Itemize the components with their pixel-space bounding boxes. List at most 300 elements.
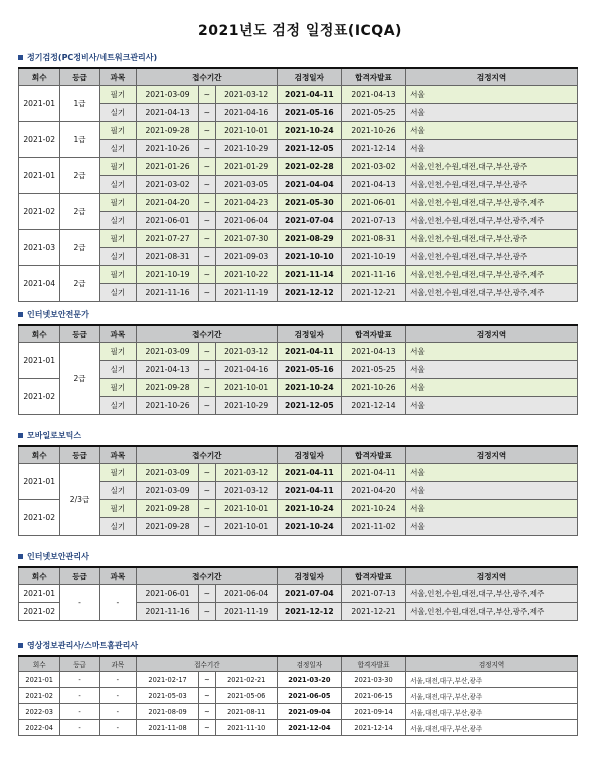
round-cell: 2021-02 [19,194,60,230]
period-start: 2021-11-16 [136,603,198,621]
result-date: 2021-11-02 [341,518,405,536]
period-end: 2021-10-22 [215,266,277,284]
table-row [19,688,578,704]
exam-date: 2021-02-28 [277,158,341,176]
period-tilde: ~ [199,704,216,720]
grade-cell: 2급 [60,343,99,415]
exam-date: 2021-12-05 [277,397,341,415]
result-date: 2021-04-13 [341,86,405,104]
round-cell: 2021-04 [19,266,60,302]
period-end: 2021-03-12 [215,86,277,104]
period-tilde: ~ [199,194,216,212]
header-region: 검정지역 [406,446,578,464]
exam-date: 2021-03-20 [277,672,341,688]
table-row [19,266,578,284]
period-tilde: ~ [199,158,216,176]
period-start: 2021-03-09 [136,482,198,500]
period-start: 2021-03-02 [136,176,198,194]
region-cell: 서울 [406,343,578,361]
region-cell: 서울 [406,464,578,482]
result-date: 2021-10-19 [341,248,405,266]
region-cell: 서울 [406,122,578,140]
header-subject: 과목 [99,656,136,672]
period-end: 2021-10-29 [215,397,277,415]
exam-date: 2021-04-11 [277,86,341,104]
period-start: 2021-09-28 [136,379,198,397]
period-start: 2021-10-26 [136,397,198,415]
table-header-row [19,446,578,464]
grade-cell: 2급 [60,194,99,230]
header-region: 검정지역 [406,68,578,86]
period-start: 2021-08-09 [137,704,199,720]
grade-cell: - [60,688,99,704]
header-round: 회수 [19,446,60,464]
round-cell: 2021-02 [19,500,60,536]
period-start: 2021-10-19 [136,266,198,284]
table-header-row [19,656,578,672]
header-result-date: 합격자발표 [341,446,405,464]
region-cell: 서울 [406,482,578,500]
region-cell: 서울,인천,수원,대전,대구,부산,광주 [406,230,578,248]
period-tilde: ~ [199,720,216,736]
header-result-date: 합격자발표 [341,68,405,86]
grade-cell: 2급 [60,230,99,266]
header-period: 접수기간 [137,656,278,672]
table-row [19,464,578,482]
period-start: 2021-06-01 [136,212,198,230]
result-date: 2021-06-01 [341,194,405,212]
header-result-date: 합격자발표 [341,656,405,672]
region-cell: 서울,인천,수원,대전,대구,부산,광주 [406,176,578,194]
table-row [19,230,578,248]
section-title [18,549,578,563]
section-bullet-icon [18,433,23,438]
round-cell: 2021-02 [19,122,60,158]
period-end: 2021-08-11 [215,704,277,720]
header-period: 접수기간 [136,446,277,464]
result-date: 2021-04-20 [341,482,405,500]
header-region: 검정지역 [406,656,578,672]
period-end: 2021-04-16 [215,361,277,379]
period-tilde: ~ [199,688,216,704]
table-row [19,104,578,122]
result-date: 2021-07-13 [341,212,405,230]
section-bullet-icon [18,643,23,648]
exam-date: 2021-10-24 [277,500,341,518]
header-region: 검정지역 [406,325,578,343]
period-end: 2021-11-19 [215,284,277,302]
round-cell: 2021-02 [19,379,60,415]
schedule-table [18,655,578,736]
round-cell: 2022-04 [19,720,60,736]
period-start: 2021-02-17 [137,672,199,688]
grade-cell: - [60,704,99,720]
period-end: 2021-04-23 [215,194,277,212]
subject-cell: 실기 [99,518,136,536]
table-header-row [19,68,578,86]
period-tilde: ~ [199,585,216,603]
result-date: 2021-03-02 [341,158,405,176]
round-cell: 2022-03 [19,704,60,720]
period-start: 2021-09-28 [136,518,198,536]
table-row [19,343,578,361]
region-cell: 서울,대전,대구,부산,광주 [406,688,578,704]
table-row [19,397,578,415]
subject-cell: 실기 [99,397,136,415]
period-start: 2021-04-20 [136,194,198,212]
table-row [19,379,578,397]
header-exam-date: 검정일자 [277,446,341,464]
grade-cell: 2/3급 [60,464,99,536]
period-start: 2021-09-28 [136,500,198,518]
region-cell: 서울,인천,수원,대전,대구,부산,광주 [406,158,578,176]
period-end: 2021-10-01 [215,122,277,140]
page-title: 2021년도 검정 일정표(ICQA) [198,23,402,39]
period-start: 2021-03-09 [136,464,198,482]
section-title-text: 인터넷보안전문가 [27,309,89,319]
header-exam-date: 검정일자 [277,325,341,343]
table-row [19,194,578,212]
region-cell: 서울,인천,수원,대전,대구,부산,광주,제주 [406,266,578,284]
period-tilde: ~ [199,518,216,536]
period-tilde: ~ [199,230,216,248]
header-exam-date: 검정일자 [277,68,341,86]
period-tilde: ~ [199,284,216,302]
result-date: 2021-11-16 [341,266,405,284]
period-start: 2021-08-31 [136,248,198,266]
table-header-row [19,325,578,343]
period-start: 2021-03-09 [136,86,198,104]
header-round: 회수 [19,325,60,343]
exam-date: 2021-04-11 [277,464,341,482]
header-grade: 등급 [60,567,99,585]
result-date: 2021-05-25 [341,104,405,122]
round-cell: 2021-02 [19,688,60,704]
round-cell: 2021-01 [19,464,60,500]
exam-date: 2021-10-24 [277,122,341,140]
grade-cell: 2급 [60,158,99,194]
header-round: 회수 [19,567,60,585]
subject-cell: 필기 [99,158,136,176]
region-cell: 서울 [406,518,578,536]
header-subject: 과목 [99,68,136,86]
period-end: 2021-05-06 [215,688,277,704]
period-start: 2021-11-16 [136,284,198,302]
subject-cell: - [99,585,136,621]
round-cell: 2021-01 [19,158,60,194]
period-end: 2021-09-03 [215,248,277,266]
section-internet-security-manager [18,549,578,621]
exam-date: 2021-09-04 [277,704,341,720]
exam-date: 2021-12-05 [277,140,341,158]
subject-cell: 실기 [99,176,136,194]
section-bullet-icon [18,312,23,317]
section-bullet-icon [18,55,23,60]
round-cell: 2021-01 [19,343,60,379]
header-subject: 과목 [99,325,136,343]
table-row [19,720,578,736]
header-subject: 과목 [99,446,136,464]
exam-date: 2021-10-10 [277,248,341,266]
period-start: 2021-04-13 [136,104,198,122]
grade-cell: - [60,672,99,688]
table-row [19,482,578,500]
table-row [19,140,578,158]
period-tilde: ~ [199,248,216,266]
result-date: 2021-09-14 [341,704,405,720]
period-tilde: ~ [199,379,216,397]
table-header-row [19,567,578,585]
exam-date: 2021-06-05 [277,688,341,704]
round-cell: 2021-01 [19,86,60,122]
exam-date: 2021-10-24 [277,518,341,536]
region-cell: 서울 [406,86,578,104]
period-tilde: ~ [199,140,216,158]
header-exam-date: 검정일자 [277,567,341,585]
grade-cell: - [60,585,99,621]
table-row [19,518,578,536]
section-title-text: 영상정보관리사/스마트홈관리사 [27,640,139,650]
period-end: 2021-04-16 [215,104,277,122]
period-end: 2021-10-01 [215,518,277,536]
result-date: 2021-08-31 [341,230,405,248]
period-end: 2021-03-12 [215,464,277,482]
header-grade: 등급 [60,68,99,86]
region-cell: 서울 [406,104,578,122]
section-title-text: 인터넷보안관리사 [27,551,89,561]
exam-date: 2021-07-04 [277,212,341,230]
period-end: 2021-03-12 [215,482,277,500]
header-round: 회수 [19,656,60,672]
schedule-table [18,67,578,302]
result-date: 2021-12-21 [341,603,405,621]
period-tilde: ~ [199,672,216,688]
subject-cell: 필기 [99,230,136,248]
period-start: 2021-04-13 [136,361,198,379]
period-tilde: ~ [199,176,216,194]
region-cell: 서울,인천,수원,대전,대구,부산,광주,제주 [406,284,578,302]
period-tilde: ~ [199,343,216,361]
exam-date: 2021-05-16 [277,361,341,379]
table-row [19,361,578,379]
subject-cell: 필기 [99,266,136,284]
subject-cell: 실기 [99,212,136,230]
period-end: 2021-03-12 [215,343,277,361]
exam-date: 2021-12-12 [277,284,341,302]
region-cell: 서울 [406,397,578,415]
table-row [19,86,578,104]
subject-cell: - [99,704,136,720]
result-date: 2021-12-21 [341,284,405,302]
section-title [18,307,578,321]
round-cell: 2021-03 [19,230,60,266]
period-start: 2021-01-26 [136,158,198,176]
period-tilde: ~ [199,603,216,621]
period-tilde: ~ [199,500,216,518]
table-row [19,704,578,720]
exam-date: 2021-12-12 [277,603,341,621]
period-tilde: ~ [199,482,216,500]
result-date: 2021-10-26 [341,379,405,397]
subject-cell: 실기 [99,284,136,302]
header-grade: 등급 [60,325,99,343]
period-start: 2021-03-09 [136,343,198,361]
subject-cell: 실기 [99,104,136,122]
result-date: 2021-10-24 [341,500,405,518]
grade-cell: 1급 [60,122,99,158]
period-end: 2021-11-10 [215,720,277,736]
header-result-date: 합격자발표 [341,567,405,585]
section-title [18,428,578,442]
result-date: 2021-12-14 [341,397,405,415]
exam-date: 2021-04-11 [277,482,341,500]
period-end: 2021-07-30 [215,230,277,248]
subject-cell: 실기 [99,361,136,379]
period-end: 2021-10-01 [215,500,277,518]
subject-cell: 실기 [99,140,136,158]
region-cell: 서울,대전,대구,부산,광주 [406,672,578,688]
subject-cell: - [99,688,136,704]
header-grade: 등급 [60,446,99,464]
table-row [19,284,578,302]
header-period: 접수기간 [136,567,277,585]
period-start: 2021-07-27 [136,230,198,248]
subject-cell: 필기 [99,500,136,518]
period-tilde: ~ [199,266,216,284]
period-end: 2021-06-04 [215,585,277,603]
result-date: 2021-05-25 [341,361,405,379]
result-date: 2021-04-11 [341,464,405,482]
region-cell: 서울,대전,대구,부산,광주 [406,704,578,720]
grade-cell: 1급 [60,86,99,122]
round-cell: 2021-02 [19,603,60,621]
result-date: 2021-04-13 [341,176,405,194]
period-start: 2021-05-03 [137,688,199,704]
period-tilde: ~ [199,212,216,230]
section-mobile-robotics [18,428,578,536]
subject-cell: 필기 [99,464,136,482]
result-date: 2021-04-13 [341,343,405,361]
result-date: 2021-10-26 [341,122,405,140]
period-start: 2021-10-26 [136,140,198,158]
table-row [19,500,578,518]
header-grade: 등급 [60,656,99,672]
header-period: 접수기간 [136,325,277,343]
exam-date: 2021-05-16 [277,104,341,122]
section-regular-exam [18,50,578,302]
subject-cell: 필기 [99,379,136,397]
subject-cell: - [99,672,136,688]
subject-cell: - [99,720,136,736]
round-cell: 2021-01 [19,585,60,603]
period-end: 2021-03-05 [215,176,277,194]
header-result-date: 합격자발표 [341,325,405,343]
period-tilde: ~ [199,122,216,140]
table-row [19,672,578,688]
table-row [19,122,578,140]
subject-cell: 필기 [99,194,136,212]
section-bullet-icon [18,554,23,559]
result-date: 2021-06-15 [341,688,405,704]
period-end: 2021-01-29 [215,158,277,176]
section-title-text: 정기검정(PC정비사/네트워크관리사) [27,52,158,62]
region-cell: 서울,인천,수원,대전,대구,부산,광주,제주 [406,585,578,603]
region-cell: 서울,인천,수원,대전,대구,부산,광주,제주 [406,212,578,230]
exam-date: 2021-08-29 [277,230,341,248]
exam-date: 2021-10-24 [277,379,341,397]
subject-cell: 필기 [99,122,136,140]
subject-cell: 실기 [99,482,136,500]
region-cell: 서울 [406,361,578,379]
round-cell: 2021-01 [19,672,60,688]
period-start: 2021-09-28 [136,122,198,140]
header-round: 회수 [19,68,60,86]
grade-cell: - [60,720,99,736]
period-end: 2021-10-29 [215,140,277,158]
period-start: 2021-11-08 [137,720,199,736]
period-tilde: ~ [199,86,216,104]
table-row [19,585,578,603]
exam-date: 2021-07-04 [277,585,341,603]
region-cell: 서울 [406,500,578,518]
period-end: 2021-06-04 [215,212,277,230]
subject-cell: 필기 [99,86,136,104]
header-exam-date: 검정일자 [277,656,341,672]
region-cell: 서울,인천,수원,대전,대구,부산,광주 [406,248,578,266]
table-row [19,176,578,194]
header-subject: 과목 [99,567,136,585]
section-title [18,638,578,652]
section-title [18,50,578,64]
period-tilde: ~ [199,361,216,379]
table-row [19,212,578,230]
region-cell: 서울,인천,수원,대전,대구,부산,광주,제주 [406,603,578,621]
exam-date: 2021-05-30 [277,194,341,212]
header-region: 검정지역 [406,567,578,585]
result-date: 2021-12-14 [341,720,405,736]
result-date: 2021-03-30 [341,672,405,688]
period-tilde: ~ [199,464,216,482]
subject-cell: 필기 [99,343,136,361]
schedule-table [18,324,578,415]
section-video-smarthome-manager [18,638,578,736]
result-date: 2021-07-13 [341,585,405,603]
grade-cell: 2급 [60,266,99,302]
period-end: 2021-11-19 [215,603,277,621]
period-end: 2021-10-01 [215,379,277,397]
region-cell: 서울 [406,379,578,397]
period-tilde: ~ [199,397,216,415]
table-row [19,248,578,266]
region-cell: 서울 [406,140,578,158]
exam-date: 2021-04-04 [277,176,341,194]
header-period: 접수기간 [136,68,277,86]
section-title-text: 모바일로보틱스 [27,430,82,440]
period-tilde: ~ [199,104,216,122]
region-cell: 서울,대전,대구,부산,광주 [406,720,578,736]
section-internet-security-expert [18,307,578,415]
subject-cell: 실기 [99,248,136,266]
region-cell: 서울,인천,수원,대전,대구,부산,광주,제주 [406,194,578,212]
schedule-table [18,445,578,536]
schedule-table [18,566,578,621]
exam-date: 2021-12-04 [277,720,341,736]
table-row [19,158,578,176]
exam-date: 2021-04-11 [277,343,341,361]
period-end: 2021-02-21 [215,672,277,688]
result-date: 2021-12-14 [341,140,405,158]
exam-date: 2021-11-14 [277,266,341,284]
